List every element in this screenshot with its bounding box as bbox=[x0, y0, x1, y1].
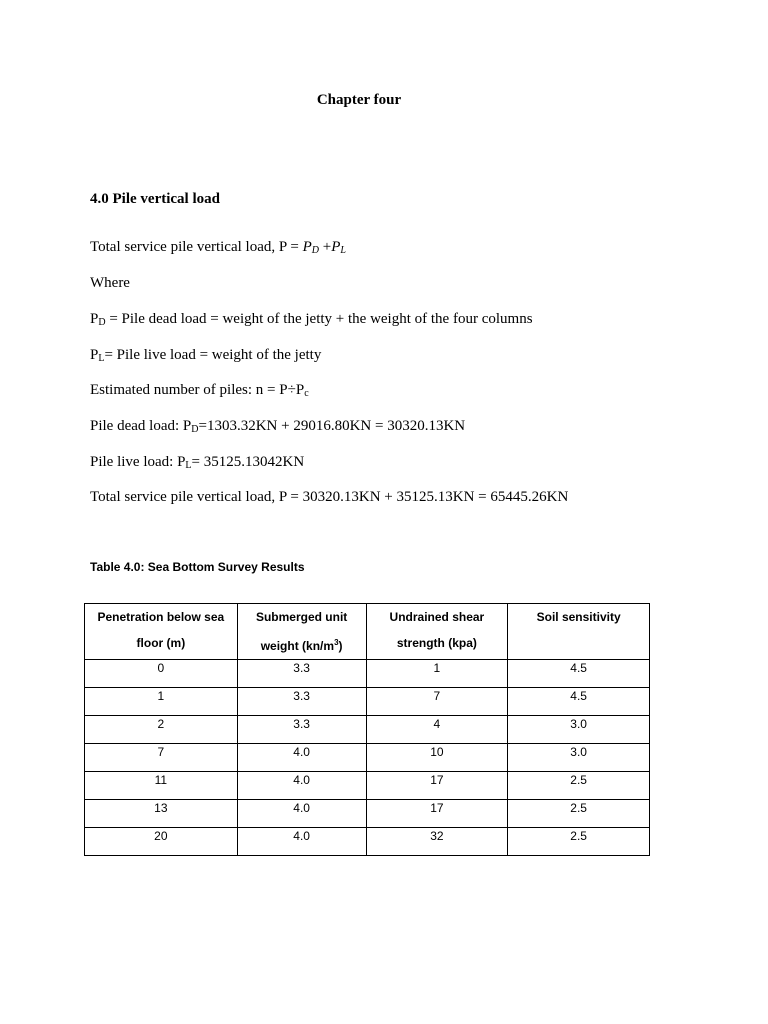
cell-shear: 4 bbox=[366, 716, 508, 744]
live-load-line bbox=[90, 454, 304, 471]
cell-shear: 7 bbox=[366, 688, 508, 716]
pl-definition bbox=[90, 347, 321, 364]
pl-def-subscript: L bbox=[98, 353, 105, 364]
cell-shear: 1 bbox=[366, 660, 508, 688]
header-weight-line2: weight (kn/m bbox=[260, 639, 335, 653]
cell-weight: 3.3 bbox=[237, 660, 366, 688]
cell-weight: 3.3 bbox=[237, 688, 366, 716]
cell-weight: 4.0 bbox=[237, 744, 366, 772]
pd-def-subscript: D bbox=[98, 317, 106, 328]
cell-penetration: 11 bbox=[85, 772, 238, 800]
pl-def-text: = Pile live load = weight of the jetty bbox=[104, 347, 322, 363]
cell-sensitivity: 2.5 bbox=[508, 800, 650, 828]
cell-sensitivity: 4.5 bbox=[508, 660, 650, 688]
header-penetration bbox=[85, 604, 238, 660]
header-sensitivity-line1: Soil sensitivity bbox=[536, 610, 621, 624]
section-heading: 4.0 Pile vertical load bbox=[90, 191, 220, 207]
header-shear-line1: Undrained shear bbox=[389, 610, 485, 624]
piles-prefix: Estimated number of piles: n = P÷P bbox=[90, 382, 305, 398]
table-header-row bbox=[85, 604, 650, 660]
dead-prefix: Pile dead load: P bbox=[90, 418, 192, 434]
pl-subscript: L bbox=[340, 245, 346, 256]
header-submerged-weight bbox=[237, 604, 366, 660]
cell-weight: 4.0 bbox=[237, 772, 366, 800]
dead-subscript: D bbox=[191, 424, 199, 435]
cell-sensitivity: 2.5 bbox=[508, 828, 650, 856]
table-row bbox=[85, 744, 650, 772]
cell-weight: 4.0 bbox=[237, 828, 366, 856]
cell-shear: 17 bbox=[366, 772, 508, 800]
cell-sensitivity: 3.0 bbox=[508, 744, 650, 772]
live-text: = 35125.13042KN bbox=[191, 454, 305, 470]
header-soil-sensitivity bbox=[508, 604, 650, 660]
total-result-line: Total service pile vertical load, P = 30320.13KN + 35125.13KN = 65445.26KN bbox=[90, 489, 569, 505]
cell-penetration: 13 bbox=[85, 800, 238, 828]
total-load-formula bbox=[90, 239, 346, 256]
table-row bbox=[85, 688, 650, 716]
cell-penetration: 0 bbox=[85, 660, 238, 688]
total-load-prefix: Total service pile vertical load, P = bbox=[90, 239, 303, 255]
table-row bbox=[85, 660, 650, 688]
plus-sign: + bbox=[319, 239, 332, 255]
header-weight-superscript: 3 bbox=[334, 638, 339, 647]
cell-weight: 4.0 bbox=[237, 800, 366, 828]
cell-penetration: 20 bbox=[85, 828, 238, 856]
live-prefix: Pile live load: P bbox=[90, 454, 186, 470]
header-penetration-line1: Penetration below sea bbox=[97, 610, 225, 624]
header-weight-close: ) bbox=[338, 639, 343, 653]
cell-sensitivity: 3.0 bbox=[508, 716, 650, 744]
cell-penetration: 1 bbox=[85, 688, 238, 716]
header-shear-strength bbox=[366, 604, 508, 660]
table-row bbox=[85, 800, 650, 828]
where-text: Where bbox=[90, 275, 130, 291]
pd-subscript: D bbox=[311, 245, 320, 256]
pd-def-text: = Pile dead load = weight of the jetty + the weight of the four columns bbox=[105, 311, 533, 327]
table-caption: Table 4.0: Sea Bottom Survey Results bbox=[90, 560, 305, 574]
header-shear-line2: strength (kpa) bbox=[396, 636, 477, 650]
dead-load-line bbox=[90, 418, 465, 435]
header-penetration-line2: floor (m) bbox=[136, 636, 186, 650]
pd-definition bbox=[90, 311, 533, 328]
table-row bbox=[85, 772, 650, 800]
dead-text: =1303.32KN + 29016.80KN = 30320.13KN bbox=[198, 418, 466, 434]
chapter-title: Chapter four bbox=[316, 92, 402, 108]
pl-def-symbol: P bbox=[90, 347, 99, 363]
table-row bbox=[85, 828, 650, 856]
pl-symbol: P bbox=[331, 239, 341, 255]
cell-shear: 10 bbox=[366, 744, 508, 772]
survey-table bbox=[84, 603, 650, 856]
live-subscript: L bbox=[185, 460, 192, 471]
header-weight-line1: Submerged unit bbox=[255, 610, 348, 624]
cell-sensitivity: 2.5 bbox=[508, 772, 650, 800]
piles-subscript: c bbox=[304, 388, 309, 399]
cell-weight: 3.3 bbox=[237, 716, 366, 744]
pd-def-symbol: P bbox=[90, 311, 99, 327]
piles-estimate bbox=[90, 382, 309, 399]
pd-symbol: P bbox=[302, 239, 312, 255]
cell-shear: 32 bbox=[366, 828, 508, 856]
cell-shear: 17 bbox=[366, 800, 508, 828]
cell-sensitivity: 4.5 bbox=[508, 688, 650, 716]
cell-penetration: 2 bbox=[85, 716, 238, 744]
table-row bbox=[85, 716, 650, 744]
cell-penetration: 7 bbox=[85, 744, 238, 772]
